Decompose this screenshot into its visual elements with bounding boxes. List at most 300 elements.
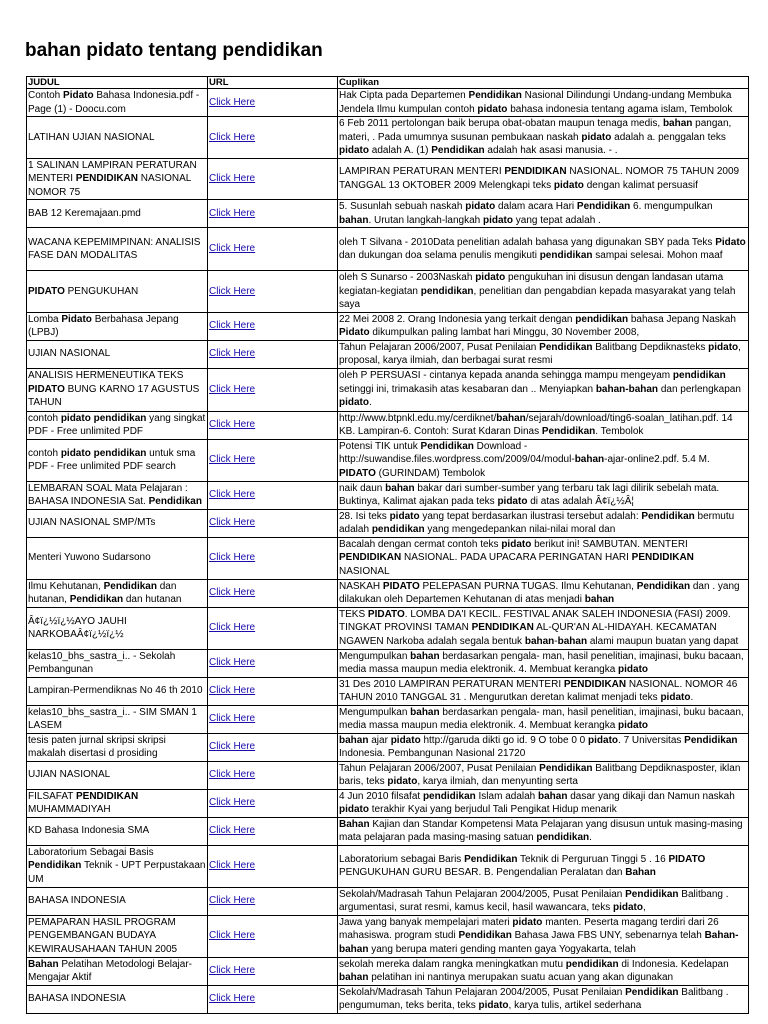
text-segment: Balitbang . argumentasi, surat resmi, kamus kecil, hasil wawancara, teks (339, 888, 729, 913)
text-segment: dasar yang dikaji dan Namun naskah (567, 790, 735, 802)
cell-cuplikan (338, 957, 749, 985)
click-here-link[interactable]: Click Here (209, 930, 256, 942)
highlighted-keyword: bahan (662, 118, 693, 129)
table-row (27, 158, 749, 200)
text-segment: di atas adalah Â¢ï¿½Â¦ (527, 496, 634, 507)
text-segment: . LOMBA DA'I KECIL. FESTIVAL ANAK SALEH INDONESIA (FASI) 2009. TINGKAT PROVINSI TAMAN (339, 608, 731, 634)
page-title: bahan pidato tentang pendidikan (25, 40, 323, 61)
text-segment: UJIAN NASIONAL (28, 769, 111, 781)
cell-cuplikan (338, 705, 749, 733)
text-segment: FILSAFAT (28, 790, 76, 802)
highlighted-keyword: pendidikan (420, 285, 474, 297)
cell-cuplikan (338, 271, 749, 313)
table-body (27, 89, 749, 1014)
highlighted-keyword: pidato (478, 1000, 509, 1011)
click-here-link[interactable]: Click Here (209, 713, 256, 725)
cell-cuplikan (338, 985, 749, 1013)
click-here-link[interactable]: Click Here (209, 243, 256, 255)
text-segment: NASIONAL NOMOR 75 (28, 173, 191, 198)
highlighted-keyword: pidato (501, 538, 532, 550)
text-segment: Tahun Pelajaran 2006/2007, Pusat Penilaian (339, 341, 540, 353)
text-segment: , (643, 902, 646, 913)
highlighted-keyword: pidato (618, 720, 649, 731)
text-segment: KD Bahasa Indonesia SMA (28, 825, 150, 837)
text-segment: Download - http://suwandise.files.wordpress.com/2009/04/modul- (339, 440, 575, 466)
text-segment: Potensi TIK untuk (339, 440, 421, 452)
table-row (27, 705, 749, 733)
cell-judul (27, 915, 208, 957)
text-segment: , penelitian dan pengabdian kepada masyarakat yang telah saya (339, 285, 736, 310)
text-segment: 6. mengumpulkan (630, 201, 713, 212)
cell-cuplikan (338, 677, 749, 705)
text-segment: naik daun (339, 482, 386, 494)
text-segment: LATIHAN UJIAN NASIONAL (28, 131, 155, 143)
click-here-link[interactable]: Click Here (209, 741, 256, 753)
click-here-link[interactable]: Click Here (209, 825, 256, 837)
cell-judul (27, 887, 208, 915)
cell-cuplikan (338, 733, 749, 761)
cell-cuplikan (338, 887, 749, 915)
highlighted-keyword: Pendidikan (576, 201, 631, 212)
highlighted-keyword: bahan (524, 635, 555, 647)
text-segment: MUHAMMADIYAH (28, 804, 111, 815)
text-segment: pengukuhan ini disusun dengan landasan utama kegiatan-kegiatan (339, 272, 724, 297)
highlighted-keyword: bahan (410, 706, 440, 718)
highlighted-keyword: pidato (387, 776, 418, 787)
click-here-link[interactable]: Click Here (209, 860, 256, 872)
text-segment: Contoh (28, 90, 64, 101)
table-row (27, 845, 749, 887)
highlighted-keyword: PIDATO (382, 580, 420, 592)
highlighted-keyword: bahan-bahan (595, 383, 659, 395)
cell-judul (27, 89, 208, 117)
cell-judul (27, 761, 208, 789)
cell-cuplikan (338, 607, 749, 649)
text-segment: PENGUKUHAN GURU BESAR. B. Pengendalian Peralatan dan (339, 867, 626, 878)
highlighted-keyword: Pendidikan (641, 510, 695, 522)
click-here-link[interactable]: Click Here (209, 622, 256, 634)
highlighted-keyword: Pendidikan (464, 853, 518, 865)
cell-url (208, 271, 338, 313)
highlighted-keyword: PENDIDIKAN (339, 552, 402, 564)
click-here-link[interactable]: Click Here (209, 348, 256, 360)
text-segment: NASIONAL (339, 565, 390, 577)
table-row (27, 649, 749, 677)
table-row (27, 579, 749, 607)
text-segment: bahasa indonesia tentang agama islam, Tembolok (507, 103, 733, 115)
text-segment: berdasarkan pengala- man, hasil penelitian, imajinasi, buku bacaan, media massa maupun media elektronik. 4. Membuat kerangka (339, 650, 744, 675)
highlighted-keyword: bahan (557, 635, 588, 647)
highlighted-keyword: bahan (574, 454, 605, 466)
cell-judul (27, 271, 208, 313)
highlighted-keyword: Pendidikan (103, 580, 157, 592)
highlighted-keyword: Pendidikan (625, 986, 679, 998)
text-segment: -ajar-online2.pdf. 5.4 M. (604, 454, 710, 466)
text-segment: Kajian dan Standar Kompetensi Mata Pelajaran yang disusun untuk masing-masing mata pelajaran pada masing-masing satuan (339, 818, 743, 843)
cell-cuplikan (338, 509, 749, 537)
highlighted-keyword: pidato (475, 272, 506, 283)
text-segment: Menteri Yuwono Sudarsono (28, 552, 151, 564)
table-row (27, 677, 749, 705)
text-segment: - (554, 635, 558, 647)
text-segment: BAB 12 Keremajaan.pmd (28, 207, 141, 219)
text-segment: bermutu adalah (339, 510, 735, 535)
cell-url (208, 200, 338, 228)
cell-judul (27, 509, 208, 537)
highlighted-keyword: pidato pendidikan (60, 447, 147, 459)
highlighted-keyword: pidato (660, 692, 691, 703)
cell-cuplikan (338, 158, 749, 200)
text-segment: Teknik di Perguruan Tinggi 5 . 16 (517, 853, 669, 865)
text-segment: Bacalah dengan cermat contoh teks (339, 538, 502, 550)
highlighted-keyword: PENDIDIKAN (504, 166, 567, 178)
highlighted-keyword: Pidato (339, 327, 370, 338)
text-segment: Sekolah/Madrasah Tahun Pelajaran 2004/2005, Pusat Penilaian (339, 888, 626, 900)
click-here-link[interactable]: Click Here (209, 173, 256, 184)
click-here-link[interactable]: Click Here (209, 131, 256, 143)
cell-url (208, 509, 338, 537)
text-segment: alami maupun buatan yang dapat (587, 635, 739, 647)
text-segment: dan . yang dilakukan oleh Departemen Kehutanan di atas menjadi (339, 580, 740, 605)
highlighted-keyword: pidato (339, 397, 369, 409)
text-segment: sampai selesai. Mohon maaf (592, 250, 723, 261)
text-segment: BAHASA INDONESIA (28, 993, 126, 1005)
text-segment: 6 Feb 2011 pertolongan baik berupa obat-obatan maupun tenaga medis, (339, 118, 663, 129)
cell-judul (27, 228, 208, 271)
cell-judul (27, 439, 208, 481)
highlighted-keyword: pendidikan (422, 790, 476, 802)
text-segment: Berbahasa Jepang (LPBJ) (28, 313, 179, 338)
text-segment: bahasa Jepang Naskah (628, 313, 736, 325)
cell-judul (27, 677, 208, 705)
highlighted-keyword: Pidato (63, 90, 94, 101)
text-segment: adalah a. penggalan teks (611, 131, 726, 143)
cell-judul (27, 789, 208, 817)
highlighted-keyword: Pendidikan (458, 930, 512, 942)
cell-url (208, 887, 338, 915)
text-segment: dikumpulkan paling lambat hari Minggu, 30 November 2008, (369, 327, 640, 338)
text-segment: adalah A. (1) (369, 145, 432, 156)
highlighted-keyword: Pidato (715, 236, 746, 248)
table-row (27, 89, 749, 117)
text-segment: , karya ilmiah, dan menyunting serta (417, 776, 578, 787)
cell-judul (27, 607, 208, 649)
text-segment: setinggi ini, trimakasih atas kesabaran dan .. Menyiapkan (339, 383, 596, 395)
click-here-link[interactable]: Click Here (209, 285, 256, 297)
text-segment: Jawa yang banyak mempelajari materi (339, 916, 513, 928)
highlighted-keyword: bahan (496, 412, 526, 424)
highlighted-keyword: bahan (339, 734, 369, 746)
click-here-link[interactable]: Click Here (209, 797, 256, 809)
text-segment: Laboratorium sebagai Baris (339, 853, 465, 865)
table-row (27, 481, 749, 509)
cell-url (208, 411, 338, 439)
text-segment: NASIONAL. PADA UPACARA PERINGATAN HARI (401, 552, 632, 564)
highlighted-keyword: pendidikan (371, 524, 425, 535)
highlighted-keyword: PIDATO (28, 383, 65, 395)
table-row (27, 915, 749, 957)
highlighted-keyword: pidato (512, 916, 543, 928)
text-segment: Nasional Dilindungi Undang-undang Membuka Jendela Ilmu kumpulan contoh (339, 90, 732, 115)
text-segment: Tahun Pelajaran 2006/2007, Pusat Penilaian (339, 762, 540, 774)
highlighted-keyword: pidato (708, 341, 739, 353)
text-segment: dan hutanan, (28, 580, 177, 605)
cell-url (208, 789, 338, 817)
text-segment: pangan, materi, . Pada umumnya susunan pembukaan naskah (339, 118, 732, 143)
text-segment: berikut ini! SAMBUTAN. MENTERI (531, 538, 688, 550)
cell-url (208, 985, 338, 1013)
highlighted-keyword: PENDIDIKAN (631, 552, 694, 564)
click-here-link[interactable]: Click Here (209, 552, 256, 564)
cell-url (208, 481, 338, 509)
table-row (27, 817, 749, 845)
highlighted-keyword: pidato (618, 664, 649, 675)
text-segment: UJIAN NASIONAL SMP/MTs (28, 517, 156, 529)
text-segment: NASIONAL. NOMOR 75 TAHUN 2009 TANGGAL 13 OKTOBER 2009 Melengkapi teks (339, 166, 740, 191)
highlighted-keyword: Bahan (625, 867, 656, 878)
text-segment: dan perlengkapan (658, 383, 741, 395)
highlighted-keyword: pidato (482, 214, 513, 226)
text-segment: 5. Susunlah sebuah naskah (339, 201, 466, 212)
cell-judul (27, 705, 208, 733)
highlighted-keyword: Pendidikan (468, 90, 522, 101)
table-row (27, 761, 749, 789)
click-here-link[interactable]: Click Here (209, 489, 256, 501)
highlighted-keyword: Bahan (28, 958, 59, 970)
text-segment: berdasarkan pengala- man, hasil penelitian, imajinasi, buku bacaan, media massa maupun media elektronik. 4. Membuat kerangka (339, 706, 744, 731)
text-segment: Bahasa Jawa FBS UNY, sebenarnya telah (511, 930, 705, 942)
text-segment: . (369, 397, 372, 409)
text-segment: oleh P PERSUASI - cintanya kepada ananda sehingga mampu mengeyam (339, 370, 673, 382)
click-here-link[interactable]: Click Here (209, 419, 256, 431)
click-here-link[interactable]: Click Here (209, 383, 256, 395)
cell-url (208, 158, 338, 200)
text-segment: pelatihan ini nantinya merupakan suatu acuan yang akan digunakan (368, 972, 674, 983)
column-header-judul: JUDUL (27, 77, 208, 89)
table-row (27, 411, 749, 439)
cell-cuplikan (338, 340, 749, 368)
text-segment: dengan kalimat persuasif (583, 179, 698, 191)
cell-url (208, 340, 338, 368)
cell-cuplikan (338, 761, 749, 789)
table-row (27, 228, 749, 271)
highlighted-keyword: bahan (538, 790, 568, 802)
text-segment: untuk sma PDF - Free unlimited PDF search (28, 447, 196, 472)
text-segment: Hak Cipta pada Departemen (339, 90, 469, 101)
text-segment: . 7 Universitas (618, 734, 685, 746)
click-here-link[interactable]: Click Here (209, 207, 256, 219)
cell-cuplikan (338, 368, 749, 411)
cell-judul (27, 649, 208, 677)
text-segment: Mengumpulkan (339, 706, 411, 718)
cell-judul (27, 985, 208, 1013)
text-segment: (GURINDAM) Tembolok (375, 467, 486, 479)
text-segment: oleh T Silvana - 2010Data penelitian adalah bahasa yang digunakan SBY pada Teks (339, 236, 716, 248)
table-row (27, 789, 749, 817)
highlighted-keyword: pidato (588, 734, 619, 746)
highlighted-keyword: Pendidikan (539, 762, 593, 774)
cell-judul (27, 411, 208, 439)
text-segment: /sejarah/download/ting6-soalan_latihan.pdf. 14 KB. Lampiran-6. Contoh: Surat Kdaran Dinas (339, 412, 733, 437)
text-segment: yang singkat PDF - Free unlimited PDF (28, 412, 206, 437)
cell-url (208, 607, 338, 649)
text-segment: . Tembolok (595, 426, 644, 437)
highlighted-keyword: Pendidikan (431, 145, 485, 156)
click-here-link[interactable]: Click Here (209, 587, 256, 599)
text-segment: . (690, 692, 694, 703)
highlighted-keyword: PENDIDIKAN (471, 622, 534, 634)
text-segment: 4 Jun 2010 filsafat (339, 790, 423, 802)
text-segment: LAMPIRAN PERATURAN MENTERI (339, 166, 505, 178)
cell-cuplikan (338, 200, 749, 228)
text-segment: Pelatihan Metodologi Belajar-Mengajar Aktif (28, 958, 192, 983)
click-here-link[interactable]: Click Here (209, 517, 256, 529)
cell-cuplikan (338, 439, 749, 481)
table-header-row (27, 77, 749, 89)
text-segment: kelas10_bhs_sastra_i.. - Sekolah Pembangunan (28, 650, 176, 675)
table-row (27, 439, 749, 481)
text-segment: Lomba (28, 313, 62, 325)
click-here-link[interactable]: Click Here (209, 454, 256, 466)
cell-cuplikan (338, 537, 749, 579)
highlighted-keyword: Bahan (339, 818, 370, 830)
highlighted-keyword: pendidikan (565, 958, 619, 970)
table-row (27, 957, 749, 985)
cell-judul (27, 158, 208, 200)
text-segment: oleh S Sunarso - 2003Naskah (339, 272, 476, 283)
click-here-link[interactable]: Click Here (209, 657, 256, 669)
click-here-link[interactable]: Click Here (209, 96, 256, 108)
click-here-link[interactable]: Click Here (209, 320, 256, 332)
cell-judul (27, 368, 208, 411)
highlighted-keyword: bahan (410, 650, 440, 662)
cell-cuplikan (338, 89, 749, 117)
highlighted-keyword: Pendidikan (684, 734, 738, 746)
text-segment: Islam adalah (475, 790, 539, 802)
cell-cuplikan (338, 915, 749, 957)
highlighted-keyword: bahan (584, 594, 615, 605)
text-segment: AL-QUR'AN AL-HIDAYAH. KECAMATAN NGAWEN Narkoba adalah segala bentuk (339, 622, 717, 647)
text-segment: dan hutanan (123, 594, 182, 605)
cell-cuplikan (338, 649, 749, 677)
highlighted-keyword: pidato (581, 131, 612, 143)
cell-cuplikan (338, 817, 749, 845)
cell-cuplikan (338, 312, 749, 340)
text-segment: BAHASA INDONESIA (28, 895, 126, 907)
highlighted-keyword: bahan (339, 972, 369, 983)
text-segment: manten. Peserta magang terdiri dari 26 mahasiswa. program studi (339, 916, 719, 942)
text-segment: Â¢ï¿½ï¿½AYO JAUHI NARKOBAÂ¢ï¿½ï¿½ (28, 615, 127, 640)
cell-url (208, 705, 338, 733)
highlighted-keyword: pidato (339, 804, 369, 815)
highlighted-keyword: Pendidikan (541, 426, 596, 437)
text-segment: Ilmu Kehutanan, (28, 580, 104, 592)
cell-url (208, 915, 338, 957)
highlighted-keyword: PENDIDIKAN (563, 678, 627, 690)
highlighted-keyword: pendidikan (539, 250, 593, 261)
click-here-link[interactable]: Click Here (209, 685, 256, 697)
highlighted-keyword: pidato (465, 201, 496, 212)
text-segment: http://www.btpnkl.edu.my/cerdiknet/ (339, 412, 497, 424)
click-here-link[interactable]: Click Here (209, 993, 256, 1005)
text-segment: . Urutan langkah-langkah (368, 214, 483, 226)
text-segment: yang berupa materi gending manten gaya Yogyakarta, telah (368, 943, 636, 955)
table-row (27, 368, 749, 411)
text-segment: kelas10_bhs_sastra_i.. - SIM SMAN 1 LASEM (28, 706, 197, 731)
text-segment: Balitbang . pengumuman, teks berita, teks (339, 986, 729, 1011)
text-segment: PELEPASAN PURNA TUGAS. Ilmu Kehutanan, (419, 580, 637, 592)
text-segment: Teknik - UPT Perpustakaan UM (28, 860, 206, 885)
text-segment: . (589, 832, 592, 843)
text-segment: Indonesia. Pembangunan Nasional 21720 (339, 748, 526, 759)
highlighted-keyword: bahan (339, 214, 369, 226)
text-segment: sekolah mereka dalam rangka meningkatkan mutu (339, 958, 566, 970)
cell-url (208, 957, 338, 985)
text-segment: ajar (368, 734, 391, 746)
click-here-link[interactable]: Click Here (209, 769, 256, 781)
text-segment: contoh (28, 412, 61, 424)
cell-url (208, 761, 338, 789)
table-row (27, 117, 749, 159)
table-row (27, 271, 749, 313)
highlighted-keyword: PIDATO (339, 467, 376, 479)
text-segment: BUNG KARNO 17 AGUSTUS TAHUN (28, 383, 200, 409)
highlighted-keyword: pidato (477, 103, 508, 115)
cell-url (208, 228, 338, 271)
text-segment: 28. Isi teks (339, 510, 390, 522)
highlighted-keyword: pidato (553, 179, 584, 191)
click-here-link[interactable]: Click Here (209, 895, 256, 907)
highlighted-keyword: pidato (613, 902, 643, 913)
highlighted-keyword: Pendidikan (148, 496, 202, 507)
text-segment: Lampiran-Permendiknas No 46 th 2010 (28, 685, 203, 697)
highlighted-keyword: pidato (389, 510, 420, 522)
cell-judul (27, 481, 208, 509)
text-segment: Balitbang Depdiknasteks (592, 341, 709, 353)
table-row (27, 887, 749, 915)
table-row (27, 607, 749, 649)
text-segment: dan dukungan doa selama penulis mengikuti (339, 250, 540, 261)
highlighted-keyword: pidato (339, 145, 369, 156)
highlighted-keyword: Pendidikan (69, 594, 124, 605)
table-row (27, 537, 749, 579)
cell-judul (27, 537, 208, 579)
highlighted-keyword: Pendidikan (625, 888, 679, 900)
text-segment: bakar dari sumber-sumber yang terbaru tak lagi dilirik sebelah mata. Buktinya, Kalimat ajakan pada teks (339, 482, 720, 507)
table-row (27, 340, 749, 368)
table-row (27, 985, 749, 1013)
cell-cuplikan (338, 481, 749, 509)
results-table (26, 76, 749, 1014)
highlighted-keyword: Pendidikan (636, 580, 691, 592)
text-segment: Laboratorium Sebagai Basis (28, 846, 154, 858)
text-segment: TEKS (339, 608, 368, 620)
click-here-link[interactable]: Click Here (209, 965, 256, 977)
text-segment: Mengumpulkan (339, 650, 411, 662)
highlighted-keyword: pidato (390, 734, 421, 746)
cell-url (208, 89, 338, 117)
text-segment: , karya tulis, artikel sederhana (508, 1000, 642, 1011)
text-segment: adalah hak asasi manusia. - . (484, 145, 618, 156)
text-segment: UJIAN NASIONAL (28, 348, 111, 360)
text-segment: WACANA KEPEMIMPINAN: ANALISIS FASE DAN MODALITAS (28, 236, 201, 261)
text-segment: PENGUKUHAN (64, 285, 139, 297)
cell-url (208, 368, 338, 411)
text-segment: Bahasa Indonesia.pdf - Page (1) - Doocu.com (28, 90, 200, 115)
text-segment: NASKAH (339, 580, 383, 592)
cell-judul (27, 817, 208, 845)
text-segment: PEMAPARAN HASIL PROGRAM PENGEMBANGAN BUDAYA KEWIRAUSAHAAN TAHUN 2005 (28, 916, 178, 955)
